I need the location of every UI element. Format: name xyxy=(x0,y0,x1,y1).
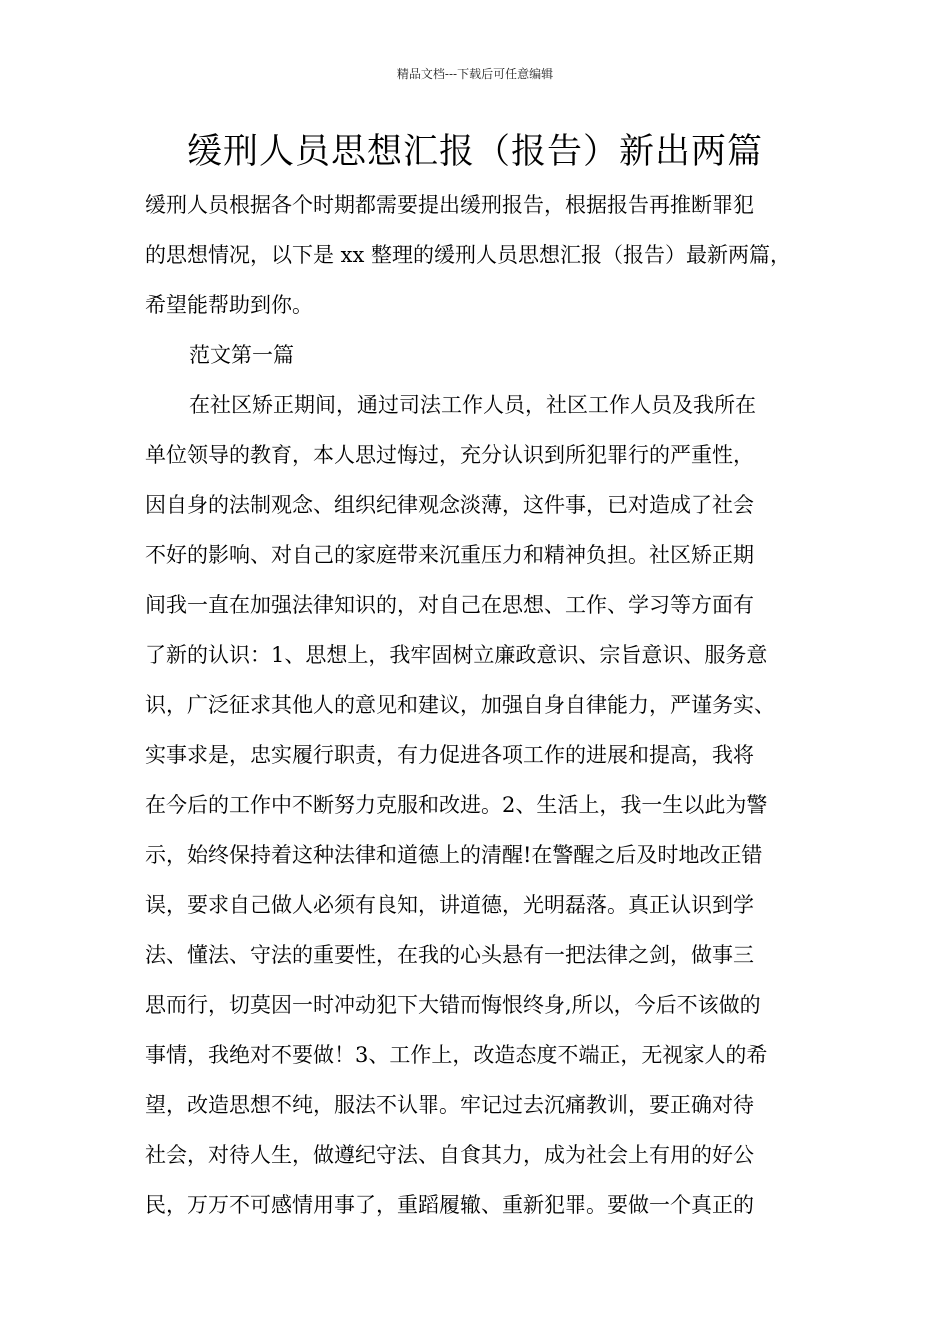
paragraph-line: 缓刑人员根据各个时期都需要提出缓刑报告，根据报告再推断罪犯 xyxy=(145,193,754,217)
paragraph-line: 在社区矫正期间，通过司法工作人员，社区工作人员及我所在 xyxy=(189,393,756,417)
section-heading: 范文第一篇 xyxy=(189,343,294,367)
paragraph-line: 民，万万不可感情用事了，重蹈履辙、重新犯罪。要做一个真正的 xyxy=(145,1193,754,1217)
paragraph-line: 间我一直在加强法律知识的，对自己在思想、工作、学习等方面有 xyxy=(145,593,754,617)
paragraph-line: 不好的影响、对自己的家庭带来沉重压力和精神负担。社区矫正期 xyxy=(145,543,754,567)
paragraph-line: 误，要求自己做人必须有良知，讲道德，光明磊落。真正认识到学 xyxy=(145,893,754,917)
paragraph-line: 思而行，切莫因一时冲动犯下大错而悔恨终身,所以，今后不该做的 xyxy=(145,993,761,1017)
paragraph-line: 了新的认识：1、思想上，我牢固树立廉政意识、宗旨意识、服务意 xyxy=(145,643,768,667)
paragraph-line: 因自身的法制观念、组织纪律观念淡薄，这件事，已对造成了社会 xyxy=(145,493,754,517)
paragraph-line: 社会，对待人生，做遵纪守法、自食其力，成为社会上有用的好公 xyxy=(145,1143,754,1167)
paragraph-line: 法、懂法、守法的重要性，在我的心头悬有一把法律之剑，做事三 xyxy=(145,943,754,967)
header-note: 精品文档---下载后可任意编辑 xyxy=(396,67,554,81)
paragraph-line: 的思想情况，以下是 xx 整理的缓刑人员思想汇报（报告）最新两篇， xyxy=(145,243,792,267)
paragraph-line: 希望能帮助到你。 xyxy=(145,293,313,317)
paragraph-line: 识，广泛征求其他人的意见和建议，加强自身自律能力，严谨务实、 xyxy=(145,693,775,717)
paragraph-line: 望，改造思想不纯，服法不认罪。牢记过去沉痛教训，要正确对待 xyxy=(145,1093,754,1117)
paragraph-line: 实事求是，忠实履行职责，有力促进各项工作的进展和提高，我将 xyxy=(145,743,754,767)
paragraph-line: 示，始终保持着这种法律和道德上的清醒!在警醒之后及时地改正错 xyxy=(145,843,763,867)
document-body xyxy=(145,180,830,1230)
paragraph-line: 事情，我绝对不要做！3、工作上，改造态度不端正，无视家人的希 xyxy=(145,1043,768,1067)
paragraph-line: 单位领导的教育，本人思过悔过，充分认识到所犯罪行的严重性， xyxy=(145,443,754,467)
paragraph-line: 在今后的工作中不断努力克服和改进。2、生活上，我一生以此为警 xyxy=(145,793,768,817)
document-title: 缓刑人员思想汇报（报告）新出两篇 xyxy=(186,132,763,172)
